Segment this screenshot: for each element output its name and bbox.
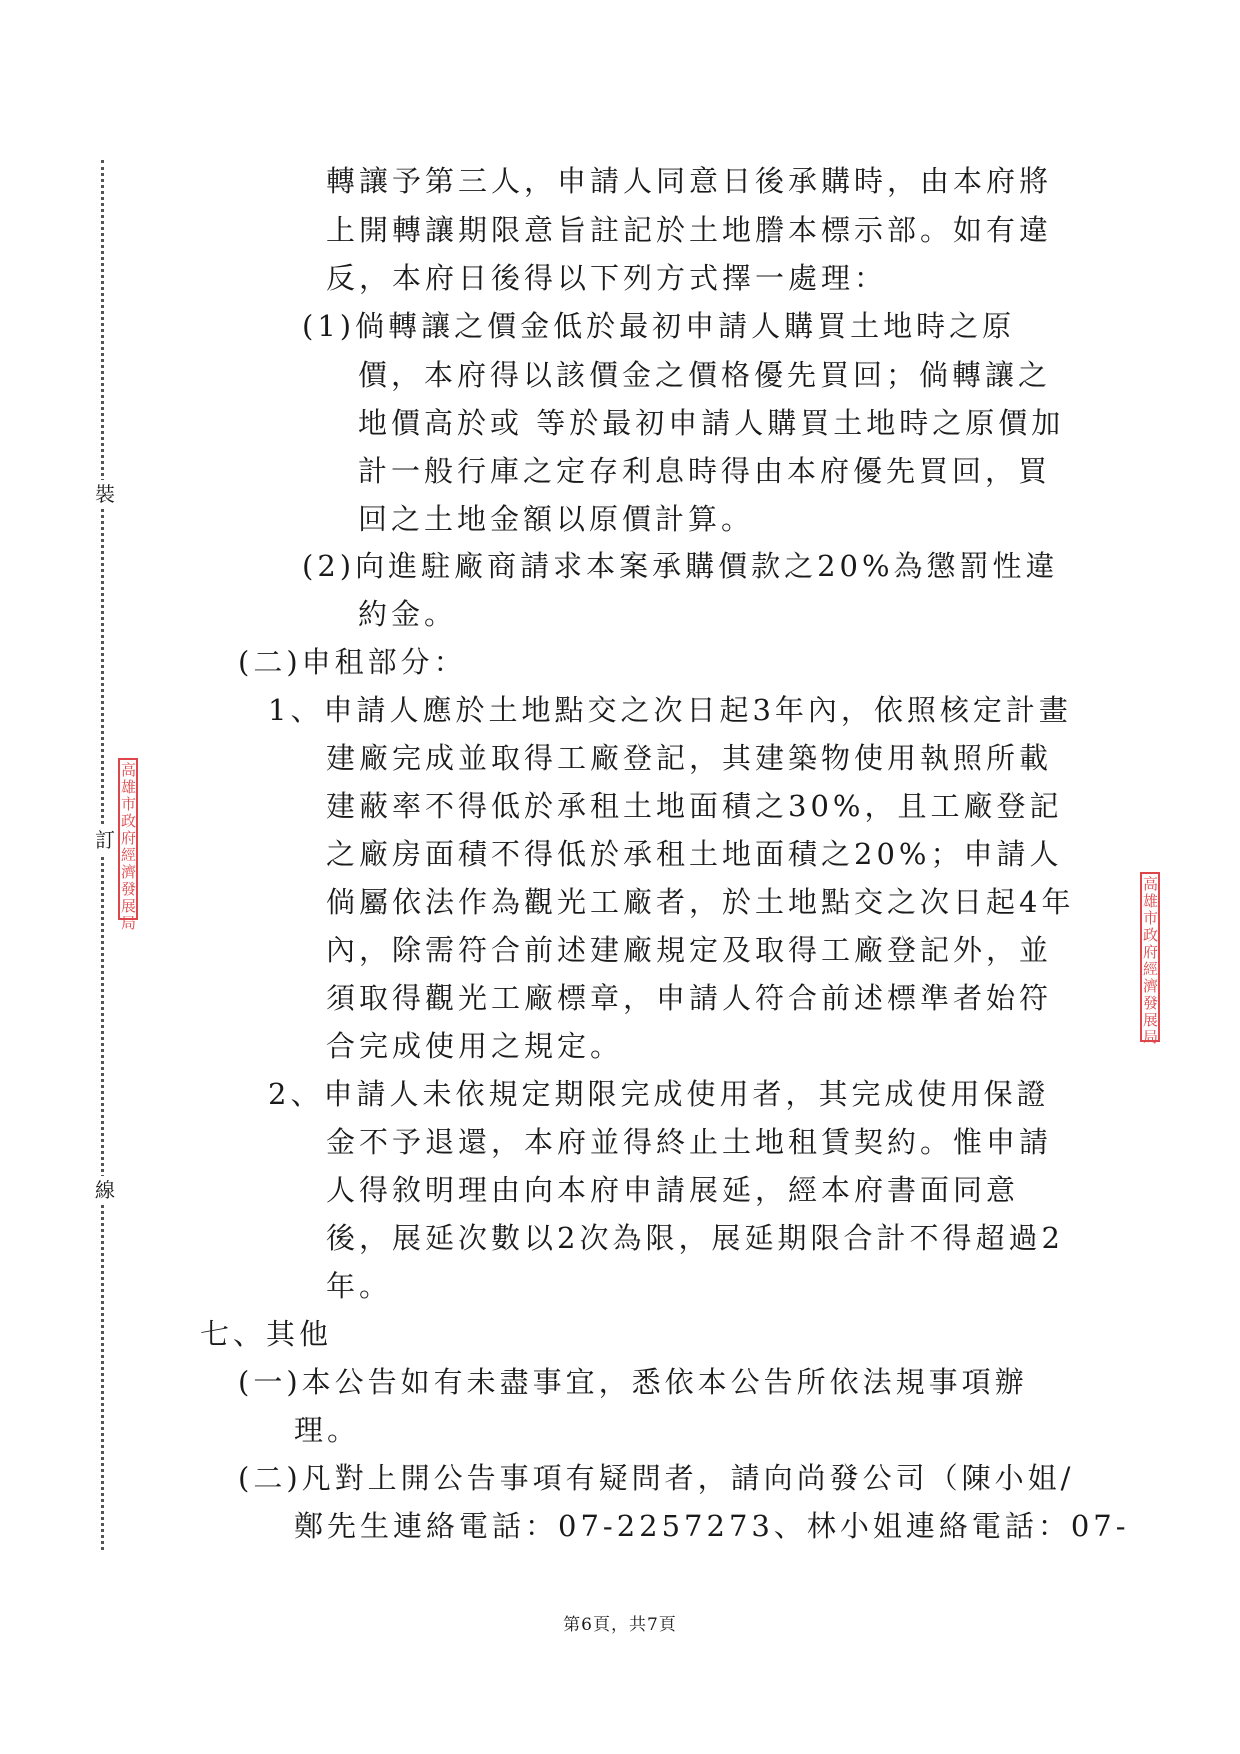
section-heading: 七、其他 <box>200 1317 333 1351</box>
text-line: (二)凡對上開公告事項有疑問者，請向尚發公司（陳小姐/ <box>238 1461 1075 1495</box>
text-line: 反，本府日後得以下列方式擇一處理： <box>326 261 888 295</box>
binding-char-xian: 線 <box>95 1178 115 1202</box>
text-line: (2)向進駐廠商請求本案承購價款之20%為懲罰性違 <box>302 549 1059 583</box>
seal-stamp-left: 高雄市政府經濟發展局 <box>118 758 138 920</box>
text-line: 價，本府得以該價金之價格優先買回；倘轉讓之 <box>358 358 1052 392</box>
text-line: 上開轉讓期限意旨註記於土地謄本標示部。如有違 <box>326 213 1053 247</box>
text-line: 須取得觀光工廠標章，申請人符合前述標準者始符 <box>326 981 1053 1015</box>
text-line: 建廠完成並取得工廠登記，其建築物使用執照所載 <box>326 741 1053 775</box>
binding-char-ding: 訂 <box>95 828 115 852</box>
text-line: 地價高於或 等於最初申請人購買土地時之原價加 <box>358 406 1065 440</box>
text-line: 轉讓予第三人，申請人同意日後承購時，由本府將 <box>326 164 1053 198</box>
text-line: 1、申請人應於土地點交之次日起3年內，依照核定計畫 <box>268 693 1072 727</box>
text-line: 2、申請人未依規定期限完成使用者，其完成使用保證 <box>268 1077 1050 1111</box>
text-line: 年。 <box>326 1269 393 1303</box>
text-line: 回之土地金額以原價計算。 <box>358 502 755 536</box>
seal-stamp-right: 高雄市政府經濟發展局 <box>1140 872 1160 1042</box>
text-line: 鄭先生連絡電話：07-2257273、林小姐連絡電話：07- <box>294 1509 1130 1543</box>
text-line: 後，展延次數以2次為限，展延期限合計不得超過2 <box>326 1221 1064 1255</box>
text-line: 計一般行庫之定存利息時得由本府優先買回，買 <box>358 454 1052 488</box>
text-line: 金不予退還，本府並得終止土地租賃契約。惟申請 <box>326 1125 1053 1159</box>
binding-dotted-line <box>101 160 104 1550</box>
text-line: 內，除需符合前述建廠規定及取得工廠登記外，並 <box>326 933 1053 967</box>
binding-char-zhuang: 裝 <box>95 482 115 506</box>
text-line: 約金。 <box>358 597 458 631</box>
text-line: 理。 <box>294 1413 361 1447</box>
section-heading: (二)申租部分： <box>238 645 467 679</box>
text-line: 合完成使用之規定。 <box>326 1029 624 1063</box>
text-line: 人得敘明理由向本府申請展延，經本府書面同意 <box>326 1173 1020 1207</box>
text-line: 之廠房面積不得低於承租土地面積之20%；申請人 <box>326 837 1063 871</box>
text-line: 建蔽率不得低於承租土地面積之30%，且工廠登記 <box>326 789 1063 823</box>
text-line: 倘屬依法作為觀光工廠者，於土地點交之次日起4年 <box>326 885 1075 919</box>
page-number: 第6頁，共7頁 <box>563 1615 677 1635</box>
text-line: (1)倘轉讓之價金低於最初申請人購買土地時之原 <box>302 309 1016 343</box>
text-line: (一)本公告如有未盡事宜，悉依本公告所依法規事項辦 <box>238 1365 1028 1399</box>
